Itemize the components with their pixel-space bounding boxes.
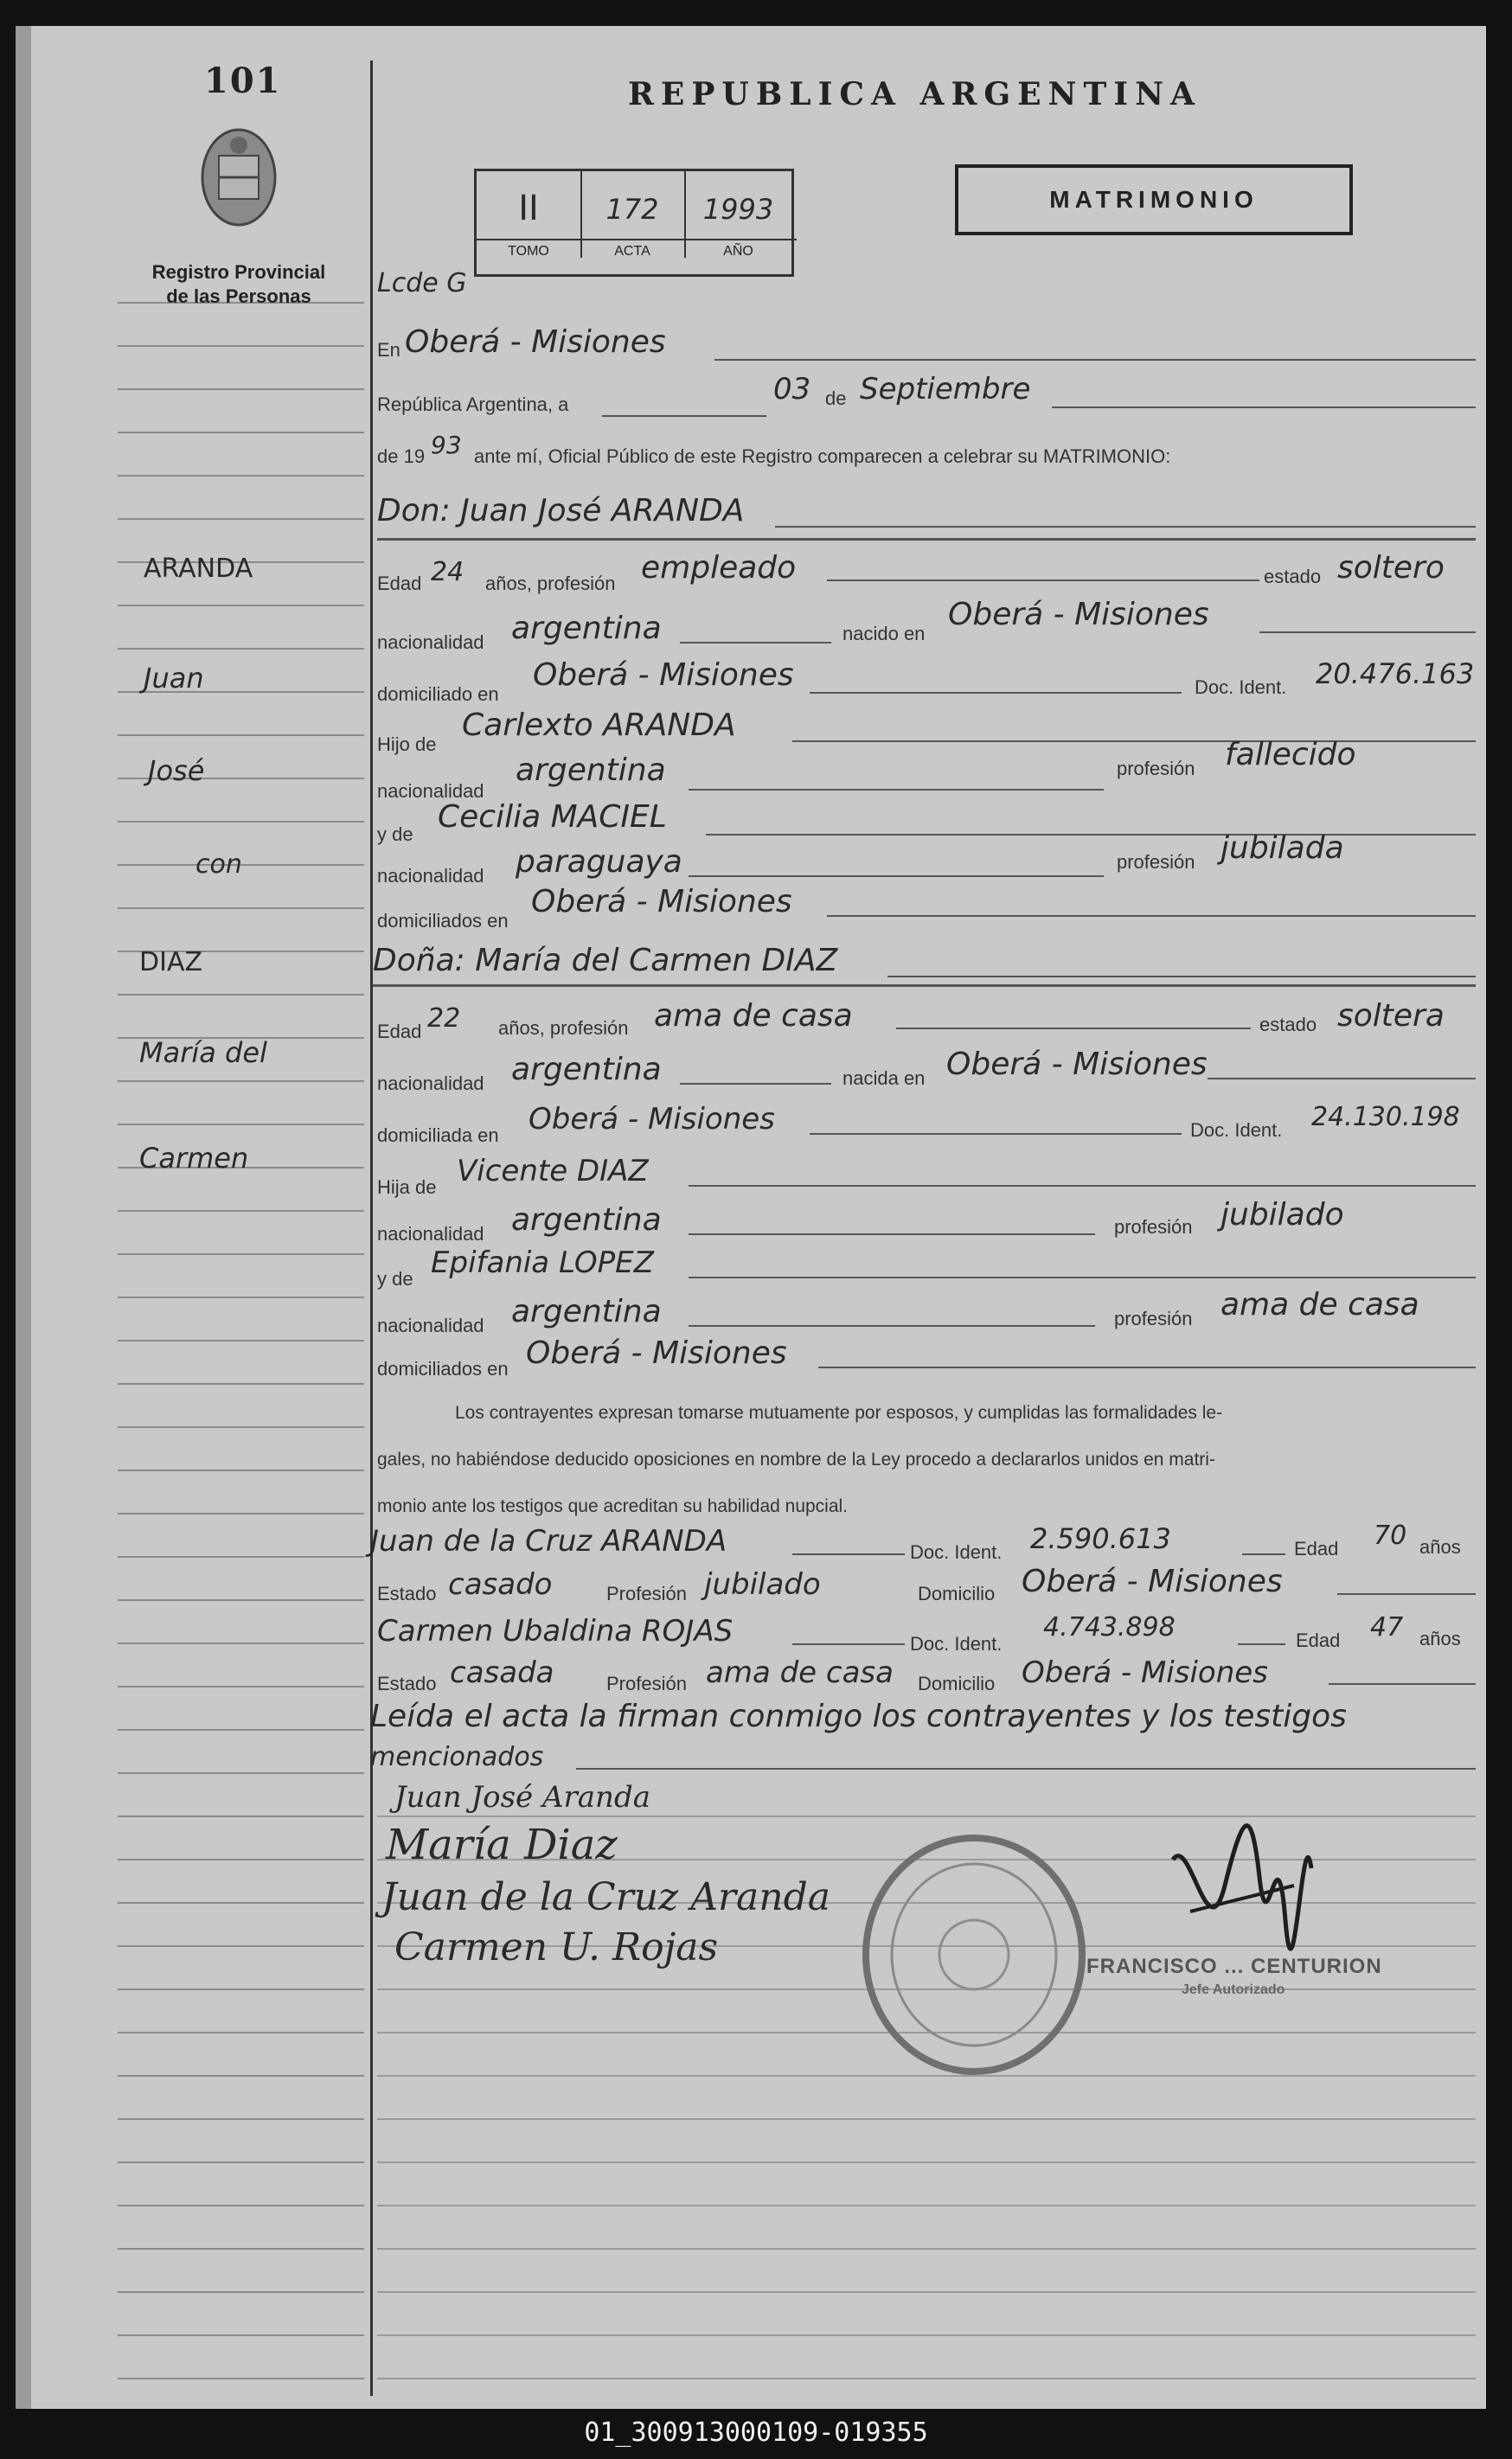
tomo-value: II bbox=[518, 189, 539, 228]
groom-fprof-label: profesión bbox=[1117, 758, 1195, 779]
book-note: Lcde G bbox=[377, 268, 467, 298]
bride-father-nationality: argentina bbox=[511, 1202, 662, 1238]
bride-edad-label: Edad bbox=[377, 1021, 422, 1042]
witness1-dom-label: Domicilio bbox=[918, 1583, 996, 1604]
bride-father-profession: jubilado bbox=[1220, 1197, 1344, 1233]
month-value: Septiembre bbox=[860, 372, 1031, 407]
official-stamp-name: FRANCISCO ... CENTURION bbox=[1086, 1955, 1382, 1978]
column-divider bbox=[370, 61, 373, 2396]
witness2-doc-label: Doc. Ident. bbox=[910, 1633, 1003, 1655]
groom-estado-label: estado bbox=[1264, 566, 1322, 587]
groom-yde-label: y de bbox=[377, 823, 413, 845]
official-seal bbox=[844, 1825, 1104, 2084]
acta-label: ACTA bbox=[614, 244, 650, 259]
tomo-label: TOMO bbox=[508, 244, 549, 259]
register-page bbox=[16, 26, 1486, 2409]
margin-line-5: DIAZ bbox=[139, 947, 203, 977]
groom-father: Carlexto ARANDA bbox=[462, 708, 736, 743]
margin-line-3: José bbox=[148, 754, 205, 787]
bride-nationality: argentina bbox=[511, 1052, 662, 1087]
year-suffix: 93 bbox=[431, 431, 462, 459]
de-label: de bbox=[825, 387, 847, 409]
bride-nac-label: nacionalidad bbox=[377, 1073, 484, 1094]
witness2-domicile: Oberá - Misiones bbox=[1022, 1655, 1268, 1690]
groom-father-nationality: argentina bbox=[516, 752, 666, 788]
bride-mprof-label: profesión bbox=[1114, 1308, 1193, 1329]
page-number: 101 bbox=[204, 61, 282, 101]
groom-parents-domicile: Oberá - Misiones bbox=[531, 884, 792, 919]
groom-domicile: Oberá - Misiones bbox=[533, 657, 794, 693]
bride-pdom-label: domiciliados en bbox=[377, 1358, 509, 1380]
acta-value: 172 bbox=[605, 193, 659, 226]
witness2-prof-label: Profesión bbox=[606, 1673, 687, 1694]
groom-status: soltero bbox=[1337, 550, 1445, 586]
witness1-profession: jubilado bbox=[704, 1567, 821, 1602]
declaration-line-1: Los contrayentes expresan tomarse mutuamente por esposos, y cumplidas las formalidades le- bbox=[455, 1403, 1223, 1423]
bride-mother-profession: ama de casa bbox=[1220, 1287, 1419, 1322]
bride-profession: ama de casa bbox=[654, 998, 853, 1034]
witness2-age: 47 bbox=[1370, 1612, 1404, 1643]
witness1-status: casado bbox=[448, 1567, 553, 1602]
ano-value: 1993 bbox=[702, 193, 774, 226]
groom-edad-label: Edad bbox=[377, 573, 422, 594]
witness2-name: Carmen Ubaldina ROJAS bbox=[377, 1614, 734, 1649]
witness1-estado-label: Estado bbox=[377, 1583, 437, 1604]
signature-groom: Juan José Aranda bbox=[394, 1780, 650, 1815]
groom-profession: empleado bbox=[641, 550, 797, 586]
bride-domicile: Oberá - Misiones bbox=[529, 1102, 775, 1137]
matrimonio-box: MATRIMONIO bbox=[955, 164, 1353, 235]
margin-ruling bbox=[66, 285, 368, 2405]
ano-label: AÑO bbox=[723, 244, 753, 259]
bride-status: soltera bbox=[1337, 998, 1445, 1034]
bride-doc: 24.130.198 bbox=[1311, 1102, 1460, 1132]
witness2-edad-label: Edad bbox=[1296, 1630, 1341, 1651]
margin-line-1: ARANDA bbox=[144, 554, 253, 584]
bride-parents-domicile: Oberá - Misiones bbox=[526, 1335, 787, 1371]
groom-mother-profession: jubilada bbox=[1220, 830, 1344, 866]
witness1-name: Juan de la Cruz ARANDA bbox=[370, 1524, 727, 1559]
margin-line-6: María del bbox=[139, 1036, 267, 1069]
groom-mother-nationality: paraguaya bbox=[516, 844, 682, 880]
year-prefix: de 19 bbox=[377, 445, 426, 467]
witness2-dom-label: Domicilio bbox=[918, 1673, 996, 1694]
groom-age: 24 bbox=[431, 557, 464, 587]
signature-bride: María Diaz bbox=[386, 1821, 618, 1869]
coat-of-arms-emblem bbox=[191, 121, 286, 234]
margin-line-7: Carmen bbox=[139, 1142, 249, 1175]
bride-profesion-label: años, profesión bbox=[498, 1017, 629, 1039]
witness2-estado-label: Estado bbox=[377, 1673, 437, 1694]
groom-doc: 20.476.163 bbox=[1316, 657, 1475, 690]
bride-hija-label: Hija de bbox=[377, 1176, 437, 1198]
bride-nacida-label: nacida en bbox=[842, 1067, 926, 1089]
day-value: 03 bbox=[773, 372, 811, 407]
groom-fnac-label: nacionalidad bbox=[377, 780, 484, 802]
official-stamp-role: Jefe Autorizado bbox=[1182, 1982, 1285, 1997]
place-value: Oberá - Misiones bbox=[405, 324, 666, 360]
bride-fprof-label: profesión bbox=[1114, 1216, 1193, 1238]
bride-mother: Epifania LOPEZ bbox=[431, 1246, 654, 1280]
registry-name-line2: de las Personas bbox=[166, 285, 311, 307]
closing-line-2: mencionados bbox=[370, 1742, 544, 1772]
witness1-doc: 2.590.613 bbox=[1030, 1522, 1171, 1555]
signature-witness2: Carmen U. Rojas bbox=[394, 1925, 719, 1969]
bride-name: Doña: María del Carmen DIAZ bbox=[373, 943, 838, 978]
groom-father-profession: fallecido bbox=[1225, 737, 1356, 772]
signature-witness1: Juan de la Cruz Aranda bbox=[381, 1875, 830, 1919]
intro-statement: ante mí, Oficial Público de este Registro comparecen a celebrar su MATRIMONIO: bbox=[474, 445, 1171, 467]
registry-name-line1: Registro Provincial bbox=[151, 261, 326, 283]
groom-hijo-label: Hijo de bbox=[377, 733, 437, 755]
witness2-profession: ama de casa bbox=[706, 1655, 894, 1690]
groom-nacido-label: nacido en bbox=[842, 623, 926, 644]
bride-mnac-label: nacionalidad bbox=[377, 1315, 484, 1336]
bride-fnac-label: nacionalidad bbox=[377, 1223, 484, 1245]
closing-line-1: Leída el acta la firman conmigo los contrayentes y los testigos bbox=[370, 1699, 1347, 1734]
witness1-age: 70 bbox=[1374, 1521, 1407, 1551]
groom-doc-label: Doc. Ident. bbox=[1195, 676, 1287, 698]
groom-mprof-label: profesión bbox=[1117, 851, 1195, 873]
country-title: REPUBLICA ARGENTINA bbox=[628, 76, 1201, 112]
file-id-footer: 01_300913000109-019355 bbox=[584, 2417, 928, 2448]
groom-born: Oberá - Misiones bbox=[948, 597, 1209, 632]
bride-father: Vicente DIAZ bbox=[457, 1154, 649, 1188]
bride-dom-label: domiciliada en bbox=[377, 1124, 499, 1146]
bride-age: 22 bbox=[427, 1003, 461, 1034]
declaration-line-2: gales, no habiéndose deducido oposiciones en nombre de la Ley procedo a declararlos unidos en matri- bbox=[377, 1450, 1215, 1470]
witness1-doc-label: Doc. Ident. bbox=[910, 1541, 1003, 1563]
groom-pdom-label: domiciliados en bbox=[377, 910, 509, 932]
groom-nationality: argentina bbox=[511, 611, 662, 646]
bride-yde-label: y de bbox=[377, 1268, 413, 1290]
bride-estado-label: estado bbox=[1259, 1014, 1317, 1035]
witness1-domicile: Oberá - Misiones bbox=[1022, 1564, 1283, 1599]
groom-mnac-label: nacionalidad bbox=[377, 865, 484, 887]
margin-line-4: con bbox=[195, 849, 242, 880]
official-signature bbox=[1156, 1782, 1329, 1972]
groom-nac-label: nacionalidad bbox=[377, 631, 484, 653]
declaration-line-3: monio ante los testigos que acreditan su habilidad nupcial. bbox=[377, 1496, 849, 1516]
register-ref-box bbox=[474, 169, 794, 277]
bride-doc-label: Doc. Ident. bbox=[1190, 1119, 1283, 1141]
witness1-prof-label: Profesión bbox=[606, 1583, 687, 1604]
witness2-status: casada bbox=[450, 1655, 554, 1690]
margin-line-2: Juan bbox=[144, 662, 204, 695]
witness2-doc: 4.743.898 bbox=[1043, 1612, 1176, 1643]
bride-mother-nationality: argentina bbox=[511, 1294, 662, 1329]
bride-born: Oberá - Misiones bbox=[946, 1047, 1208, 1082]
groom-name: Don: Juan José ARANDA bbox=[377, 493, 745, 528]
groom-dom-label: domiciliado en bbox=[377, 683, 499, 705]
en-label: En bbox=[377, 339, 400, 361]
witness1-edad-label: Edad bbox=[1294, 1538, 1339, 1559]
witness1-anos-label: años bbox=[1419, 1536, 1461, 1558]
witness2-anos-label: años bbox=[1419, 1628, 1461, 1649]
groom-mother: Cecilia MACIEL bbox=[438, 799, 667, 835]
groom-profesion-label: años, profesión bbox=[485, 573, 616, 594]
republica-label: República Argentina, a bbox=[377, 394, 569, 415]
